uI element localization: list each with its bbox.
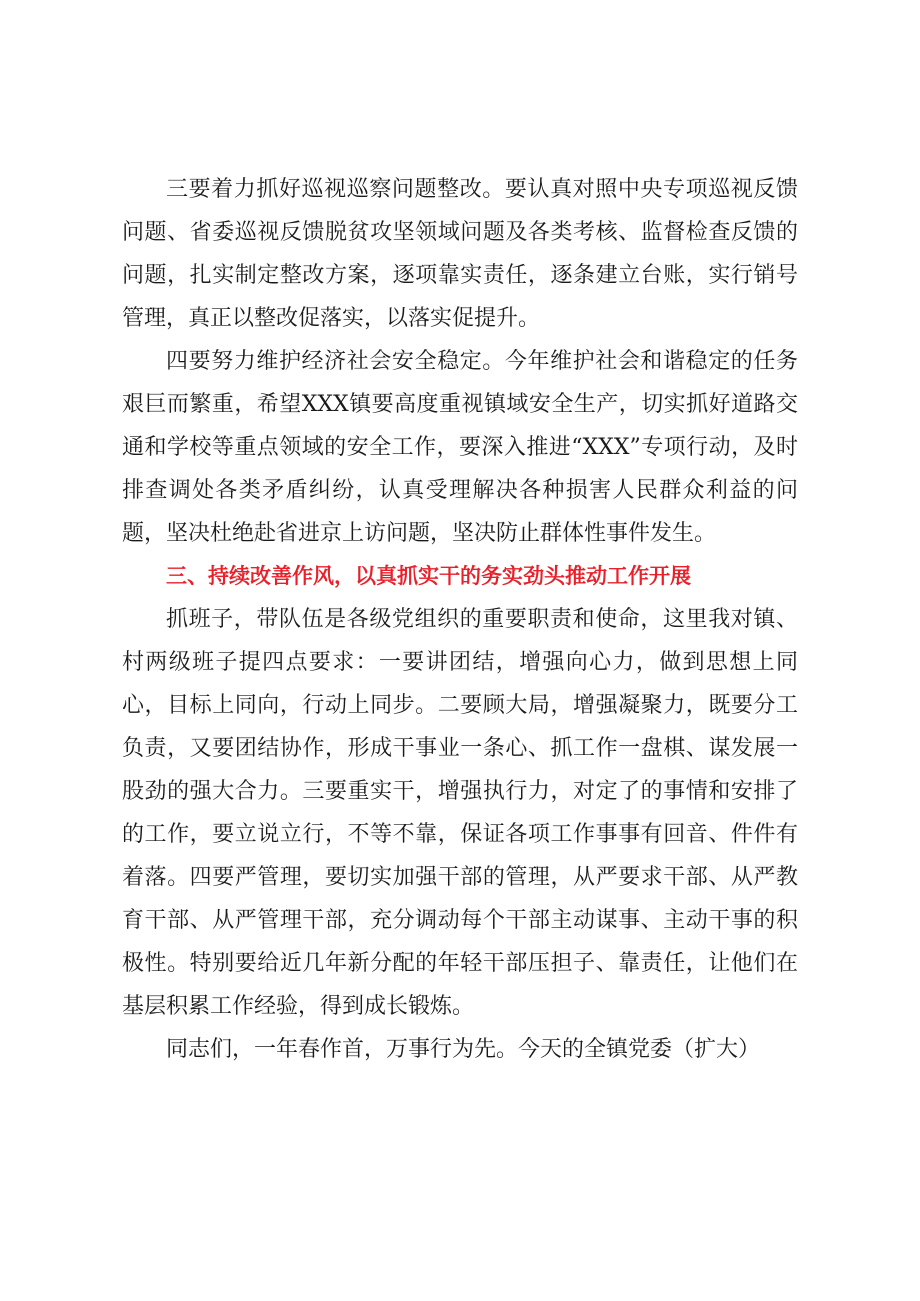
section-heading: 三、持续改善作风，以真抓实干的务实劲头推动工作开展 (166, 564, 691, 588)
paragraph-stability: 四要努力维护经济社会安全稳定。今年维护社会和谐稳定的任务艰巨而繁重，希望XXX镇要高度重视镇域安全生产，切实抓好道路交通和学校等重点领域的安全工作，要深入推进“XXX”专项行动，及时排查调处各类矛盾纠纷，认真受理解决各种损害人民群众利益的问题，坚决杜绝赴省进京上访问题，坚决防止群体性事件发生。 (122, 349, 798, 546)
paragraph-team-building: 抓班子，带队伍是各级党组织的重要职责和使命，这里我对镇、村两级班子提四点要求：一要讲团结，增强向心力，做到思想上同心，目标上同向，行动上同步。二要顾大局，增强凝聚力，既要分工负责，又要团结协作，形成干事业一条心、抓工作一盘棋、谋发展一股劲的强大合力。三要重实干，增强执行力，对定了的事情和安排了的工作，要立说立行，不等不靠，保证各项工作事事有回音、件件有着落。四要严管理，要切实加强干部的管理，从严要求干部、从严教育干部、从严管理干部，充分调动每个干部主动谋事、主动干事的积极性。特别要给近几年新分配的年轻干部压担子、靠责任，让他们在基层积累工作经验，得到成长锻炼。 (122, 607, 798, 1019)
document-body (122, 168, 798, 1071)
paragraph-closing: 同志们，一年春作首，万事行为先。今天的全镇党委（扩大） (166, 1037, 761, 1062)
paragraph-rectification: 三要着力抓好巡视巡察问题整改。要认真对照中央专项巡视反馈问题、省委巡视反馈脱贫攻坚领域问题及各类考核、监督检查反馈的问题，扎实制定整改方案，逐项靠实责任，逐条建立台账，实行销号管理，真正以整改促落实，以落实促提升。 (122, 177, 798, 331)
